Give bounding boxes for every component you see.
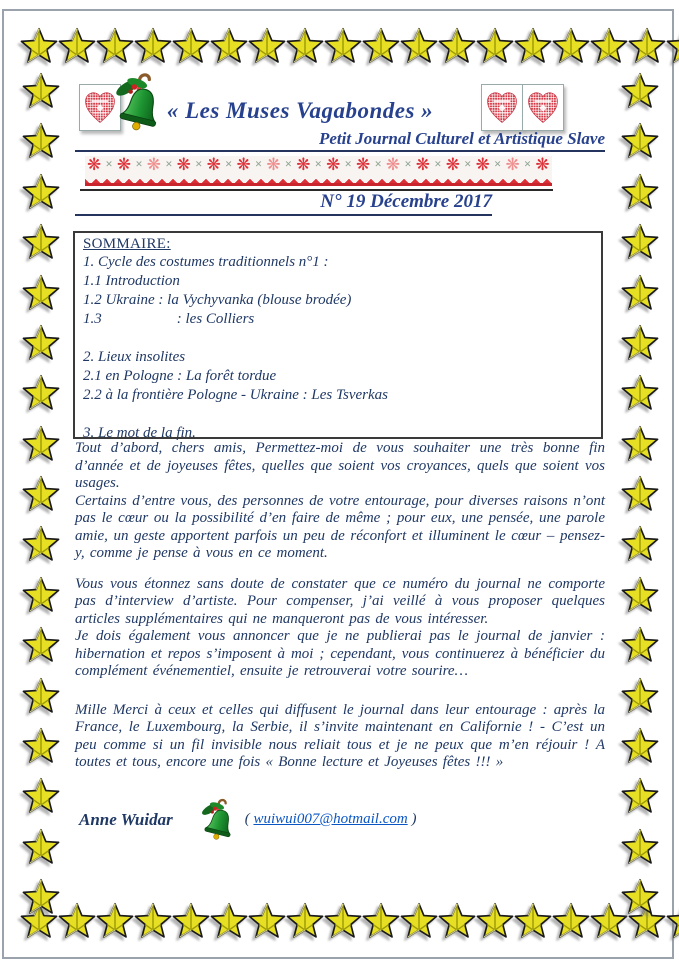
embroidery-cross-icon: ✕ (344, 160, 352, 170)
star-border-right (619, 72, 661, 916)
star-icon (621, 878, 659, 916)
star-icon (400, 27, 438, 65)
star-icon (22, 677, 60, 715)
star-icon (438, 27, 476, 65)
journal-title: « Les Muses Vagabondes » (166, 98, 434, 123)
bell-image-signature (199, 798, 239, 842)
star-icon (210, 902, 248, 940)
embroidery-band (85, 156, 552, 186)
star-icon (476, 902, 514, 940)
star-icon (666, 27, 679, 65)
embroidery-cross-icon: ✕ (165, 160, 173, 170)
embroidery-flower-icon: ❋ (326, 156, 341, 175)
paragraph-no-interview: Vous vous étonnez sans doute de constater que ce numéro du journal ne comporte pas d’interview d’artiste. Pour compenser, j’ai veillé à vous proposer quelques articles supplémentaires qui ne manqueront pas de vous intéresser. (75, 575, 605, 627)
star-icon (552, 27, 590, 65)
star-icon (22, 72, 60, 110)
star-icon (666, 902, 679, 940)
embroidery-cross-icon: ✕ (523, 160, 532, 170)
embroidery-cross-icon: ✕ (105, 160, 113, 170)
star-icon (22, 626, 60, 664)
embroidery-cross-icon: ✕ (404, 160, 412, 170)
star-icon (22, 777, 60, 815)
star-icon (248, 902, 286, 940)
embroidery-cross-icon: ✕ (493, 160, 502, 170)
star-icon (324, 27, 362, 65)
star-icon (134, 902, 172, 940)
sommaire-item: 2.2 à la frontière Pologne - Ukraine : Les Tsverkas (83, 387, 388, 403)
star-icon (621, 122, 659, 160)
star-icon (324, 902, 362, 940)
heart-image-right-1 (481, 84, 523, 131)
embroidered-heart-icon (526, 90, 560, 126)
star-icon (621, 425, 659, 463)
star-icon (172, 902, 210, 940)
star-icon (621, 324, 659, 362)
paragraph-thanks: Mille Merci à ceux et celles qui diffusent le journal dans leur entourage : après la France, le Luxembourg, la Serbie, il s’invite maintenant en Californie ! - C’est un peu comme si un fil invisible nous reliait tous et je ne peux que m’en réjouir ! A toutes et tous, encore une fois « Bonne lecture et Joyeuses fêtes !!! » (75, 701, 605, 770)
star-icon (621, 677, 659, 715)
star-border-left (20, 72, 62, 916)
journal-subtitle: Petit Journal Culturel et Artistique Slave (75, 129, 605, 152)
star-icon (400, 902, 438, 940)
sommaire-item: 1.2 Ukraine : la Vychyvanka (blouse brodée) (83, 292, 352, 308)
star-icon (621, 274, 659, 312)
embroidery-flower-icon: ❋ (176, 156, 191, 175)
embroidery-cross-icon: ✕ (194, 160, 203, 170)
star-icon (20, 27, 58, 65)
star-icon (621, 173, 659, 211)
christmas-bell-icon (199, 798, 239, 845)
star-icon (621, 727, 659, 765)
star-icon (22, 374, 60, 412)
star-icon (210, 27, 248, 65)
star-border-bottom (20, 900, 659, 942)
author-name: Anne Wuidar (79, 809, 173, 829)
star-icon (621, 626, 659, 664)
paragraph-greeting: Tout d’abord, chers amis, Permettez-moi de vous souhaiter une très bonne fin d’année et de joyeuses fêtes, quelles que soient vos croyances, quels que soient vos usages. (75, 440, 605, 491)
embroidery-zigzag (85, 175, 552, 183)
star-icon (514, 902, 552, 940)
sommaire-item: 1.1 Introduction (83, 273, 180, 289)
embroidery-cross-icon: ✕ (224, 160, 233, 170)
editorial-text (75, 440, 605, 842)
star-icon (22, 878, 60, 916)
embroidery-base-strip (85, 183, 552, 186)
star-icon (22, 475, 60, 513)
contact-email-wrap (245, 811, 417, 828)
star-icon (22, 425, 60, 463)
email-link[interactable]: wuiwui007@hotmail.com (253, 811, 408, 827)
star-icon (628, 27, 666, 65)
embroidery-flower-icon: ❋ (296, 156, 311, 175)
sommaire-item-blank (83, 405, 593, 424)
issue-number: N° 19 Décembre 2017 (75, 191, 492, 216)
embroidery-flower-icon: ❋ (266, 156, 281, 175)
embroidery-flower-icon: ❋ (146, 156, 162, 175)
star-icon (22, 576, 60, 614)
embroidery-flower-icon: ❋ (445, 156, 460, 175)
embroidery-flower-icon: ❋ (206, 156, 221, 175)
embroidery-flower-icon: ❋ (475, 156, 490, 175)
embroidered-heart-icon (485, 90, 519, 126)
star-border-top (20, 25, 659, 67)
star-icon (96, 902, 134, 940)
star-icon (438, 902, 476, 940)
star-icon (621, 828, 659, 866)
embroidery-flower-icon: ❋ (415, 156, 431, 175)
embroidery-flower-icon: ❋ (356, 156, 371, 175)
star-icon (621, 576, 659, 614)
embroidery-flower-icon: ❋ (535, 156, 550, 175)
star-icon (58, 27, 96, 65)
embroidery-cross-icon: ✕ (135, 160, 143, 170)
star-icon (22, 525, 60, 563)
sommaire-heading: SOMMAIRE: (83, 236, 171, 252)
star-icon (621, 475, 659, 513)
sommaire-item: 2. Lieux insolites (83, 349, 186, 365)
star-icon (248, 27, 286, 65)
sommaire-item: 3. Le mot de la fin. (83, 425, 196, 441)
sommaire-item: 1.3 : les Colliers (83, 311, 255, 327)
embroidery-cross-icon: ✕ (284, 160, 293, 170)
star-icon (362, 902, 400, 940)
star-icon (552, 902, 590, 940)
embroidery-flower-row (85, 156, 552, 175)
embroidery-flower-icon: ❋ (236, 156, 251, 175)
sommaire-item: 1. Cycle des costumes traditionnels n°1 : (83, 254, 329, 270)
paren-open: ( (244, 811, 254, 827)
star-icon (22, 173, 60, 211)
star-icon (172, 27, 210, 65)
star-icon (590, 27, 628, 65)
sommaire-box (73, 231, 603, 439)
star-icon (476, 27, 514, 65)
signature-row (75, 798, 605, 842)
star-icon (621, 525, 659, 563)
star-icon (514, 27, 552, 65)
embroidery-cross-icon: ✕ (314, 160, 323, 170)
embroidery-flower-icon: ❋ (116, 156, 132, 175)
sommaire-item: 2.1 en Pologne : La forêt tordue (83, 368, 277, 384)
star-icon (286, 27, 324, 65)
star-icon (286, 902, 324, 940)
embroidery-cross-icon: ✕ (254, 160, 263, 170)
star-icon (22, 274, 60, 312)
star-icon (134, 27, 172, 65)
embroidery-cross-icon: ✕ (374, 160, 382, 170)
embroidery-cross-icon: ✕ (434, 160, 442, 170)
embroidery-flower-icon: ❋ (87, 156, 102, 175)
star-icon (621, 223, 659, 261)
star-icon (621, 777, 659, 815)
star-icon (22, 324, 60, 362)
star-icon (96, 27, 134, 65)
embroidery-flower-icon: ❋ (505, 156, 520, 175)
star-icon (621, 72, 659, 110)
star-icon (362, 27, 400, 65)
star-icon (22, 727, 60, 765)
sommaire-item-blank (83, 329, 593, 348)
embroidery-flower-icon: ❋ (385, 156, 401, 175)
star-icon (621, 374, 659, 412)
paragraph-comfort: Certains d’entre vous, des personnes de votre entourage, pour diverses raisons n’ont pas le cœur ou la possibilité d’en faire de même ; pour eux, une pensée, une parole amie, un geste apportent parfois un peu de réconfort et illuminent le cœur – pensez-y, comme je pense à vous en ce moment. (75, 492, 605, 561)
star-icon (22, 223, 60, 261)
star-icon (58, 902, 96, 940)
paren-close: ) (407, 811, 417, 827)
star-icon (22, 828, 60, 866)
paragraph-january-break: Je dois également vous annoncer que je ne publierai pas le journal de janvier : hibernation et repos s’imposent à moi ; cependant, vous continuerez à bénéficier du complément événementiel, ensuite je retrouverai votre sourire… (75, 628, 605, 679)
embroidery-cross-icon: ✕ (463, 160, 472, 170)
star-icon (22, 122, 60, 160)
heart-image-right-2 (522, 84, 564, 131)
